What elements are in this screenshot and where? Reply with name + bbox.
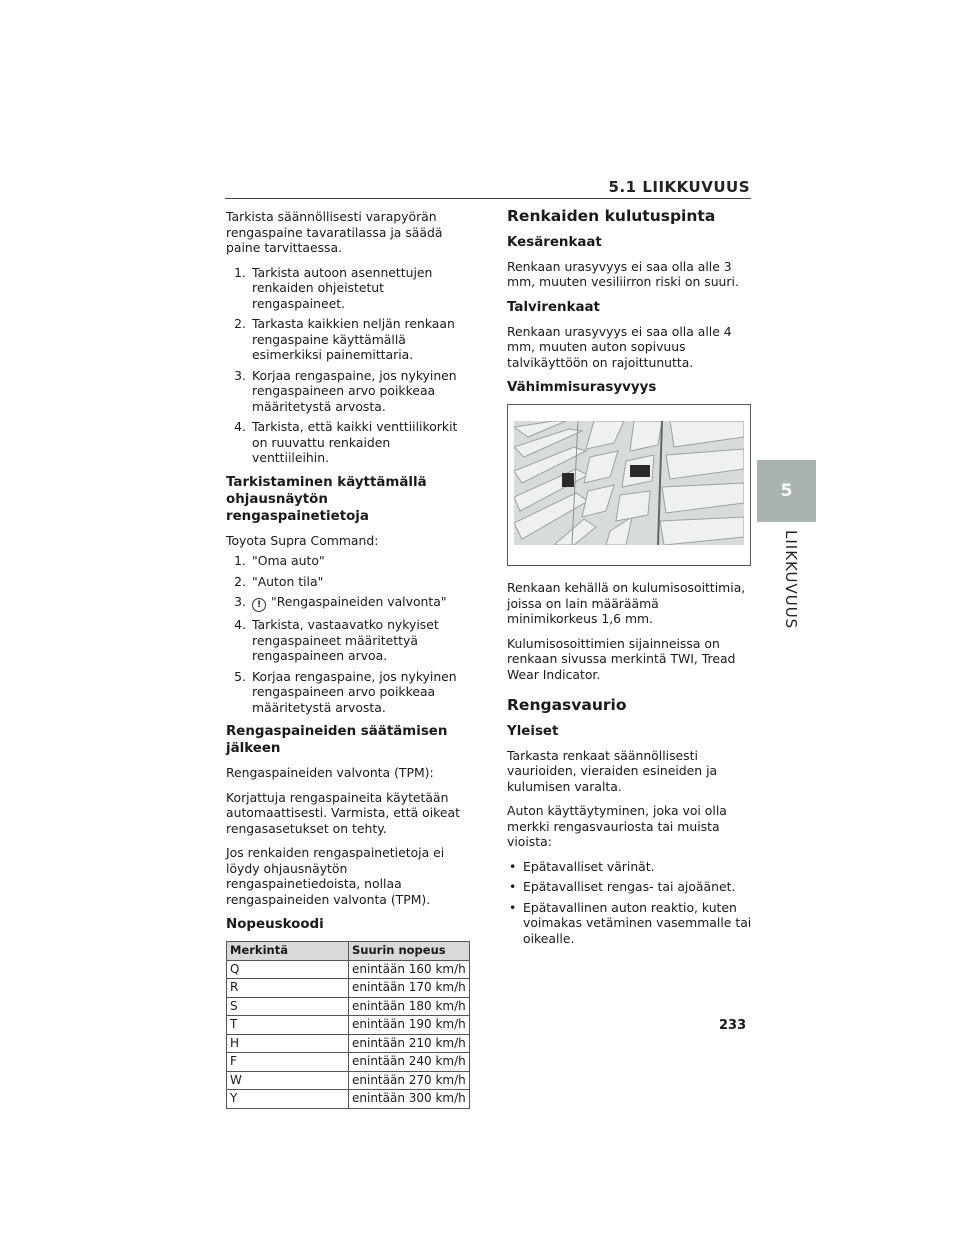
table-cell: enintään 240 km/h [349,1053,470,1072]
step-text: Tarkista, että kaikki venttiilikorkit on ruuvattu renkaiden venttiileihin. [252,419,458,465]
list-item [507,859,752,875]
table-cell: enintään 190 km/h [349,1016,470,1035]
list-item [226,669,471,716]
step-text: Korjaa rengaspaine, jos nykyinen rengaspaineen arvo poikkeaa määritetystä arvosta. [252,668,457,715]
table-cell: enintään 300 km/h [349,1090,470,1109]
general-paragraph-2: Auton käyttäytyminen, joka voi olla merkki rengasvauriosta tai muista vioista: [507,803,727,849]
adjust-paragraph-1: Rengaspaineiden valvonta (TPM): [226,765,434,780]
step-text: Tarkasta kaikkien neljän renkaan rengaspaine käyttämällä esimerkiksi painemittaria. [252,316,455,362]
column-header: Suurin nopeus [349,942,470,961]
step-number: 1. [234,264,246,280]
table-cell: enintään 170 km/h [349,979,470,998]
heading-check-display: Tarkistaminen käyttämällä ohjausnäytön rengaspainetietoja [226,474,427,524]
list-item [226,316,471,363]
step-number: 3. [234,367,246,383]
general-paragraph-1: Tarkasta renkaat säännöllisesti vaurioiden, vieraiden esineiden ja kulumisen varalta. [507,747,718,794]
wear-indicator-marker-left [562,473,574,487]
table-row [227,1090,470,1109]
chapter-tab: 5 [757,460,816,522]
step-number: 4. [234,419,246,434]
tire-tread-illustration [514,421,744,545]
heading-tire-damage: Rengasvaurio [507,696,627,714]
table-row [227,1034,470,1053]
step-number: 5. [234,668,246,684]
bullet: • [509,858,517,874]
heading-after-adjust: Rengaspaineiden säätämisen jälkeen [226,724,448,756]
section-title: 5.1 LIIKKUVUUS [608,178,750,196]
symptom-list [507,859,752,947]
step-number: 4. [234,617,246,632]
speed-code-table [226,941,470,1109]
bullet-text: Epätavalliset värinät. [523,858,655,874]
table-cell: Y [227,1090,349,1109]
table-row [227,1016,470,1035]
list-item [507,900,752,947]
tire-pressure-warning-icon: ! [252,598,266,612]
list-item [226,617,471,664]
wear-indicator-marker-right [630,465,650,477]
bullet-text: Epätavalliset rengas- tai ajoäänet. [523,879,736,894]
list-item [226,594,471,612]
step-text-with-icon [252,594,447,612]
list-item [226,419,471,466]
step-number: 1. [234,553,246,568]
table-row [227,960,470,979]
intro-paragraph: Tarkista säännöllisesti varapyörän rengaspaine tavaratilassa ja säädä paine tarvittaessa. [226,209,443,255]
table-row [227,1053,470,1072]
step-number: 2. [234,316,246,331]
table-cell: Q [227,960,349,979]
step-text: "Rengaspaineiden valvonta" [271,594,447,609]
step-text: "Oma auto" [252,553,325,568]
heading-general: Yleiset [507,723,559,739]
heading-tread: Renkaiden kulutuspinta [507,207,716,225]
table-cell: H [227,1034,349,1053]
step-text: "Auton tila" [252,573,324,589]
left-column [226,209,471,1109]
table-cell: R [227,979,349,998]
table-cell: T [227,1016,349,1035]
summer-paragraph: Renkaan urasyvyys ei saa olla alle 3 mm, muuten vesiliirron riski on suuri. [507,258,739,289]
min-paragraph-2: Kulumisosoittimien sijainneissa on renkaan sivussa merkintä TWI, Tread Wear Indicator. [507,635,736,682]
table-cell: S [227,997,349,1016]
list-item [226,265,471,312]
chapter-label: LIIKKUVUUS [782,530,800,630]
list-item [226,553,471,569]
list-item [507,879,752,895]
heading-min-depth: Vähimmisurasyvyys [507,380,657,395]
step-number: 2. [234,573,246,589]
column-header: Merkintä [227,942,349,961]
step-text: Tarkista autoon asennettujen renkaiden ohjeistetut rengaspaineet. [252,264,433,311]
bullet: • [509,879,517,894]
right-column [507,209,752,954]
table-row [227,979,470,998]
tread-wear-indicator-figure [507,404,751,566]
table-cell: enintään 160 km/h [349,960,470,979]
heading-winter-tires: Talvirenkaat [507,299,600,315]
adjust-paragraph-2: Korjattuja rengaspaineita käytetään automaattisesti. Varmista, että oikeat rengasasetukset on tehty. [226,789,460,836]
list-item [226,574,471,590]
table-cell: F [227,1053,349,1072]
heading-speed-code: Nopeuskoodi [226,917,324,932]
list-item [226,368,471,415]
header-rule [225,198,751,199]
step-text: Tarkista, vastaavatko nykyiset rengaspaineet määritettyä rengaspaineen arvoa. [252,617,439,663]
pressure-steps-list [226,265,471,466]
heading-summer-tires: Kesärenkaat [507,234,602,250]
bullet: • [509,899,517,915]
step-number: 3. [234,594,246,609]
command-steps-list [226,553,471,715]
table-cell: enintään 270 km/h [349,1071,470,1090]
page-number: 233 [719,1018,747,1033]
bullet-text: Epätavallinen auton reaktio, kuten voimakas vetäminen vasemmalle tai oikealle. [523,899,752,946]
table-cell: W [227,1071,349,1090]
command-label: Toyota Supra Command: [226,532,379,548]
table-row [227,997,470,1016]
min-paragraph-1: Renkaan kehällä on kulumisosoittimia, joissa on lain määräämä minimikorkeus 1,6 mm. [507,580,746,626]
table-header-row [227,942,470,961]
table-cell: enintään 180 km/h [349,997,470,1016]
table-row [227,1071,470,1090]
table-cell: enintään 210 km/h [349,1034,470,1053]
step-text: Korjaa rengaspaine, jos nykyinen rengaspaineen arvo poikkeaa määritetystä arvosta. [252,367,457,414]
winter-paragraph: Renkaan urasyvyys ei saa olla alle 4 mm, muuten auton sopivuus talvikäyttöön on rajoittunutta. [507,323,732,370]
adjust-paragraph-3: Jos renkaiden rengaspainetietoja ei löydy ohjausnäytön rengaspainetiedoista, nollaa rengaspaineiden valvonta (TPM). [226,845,445,907]
